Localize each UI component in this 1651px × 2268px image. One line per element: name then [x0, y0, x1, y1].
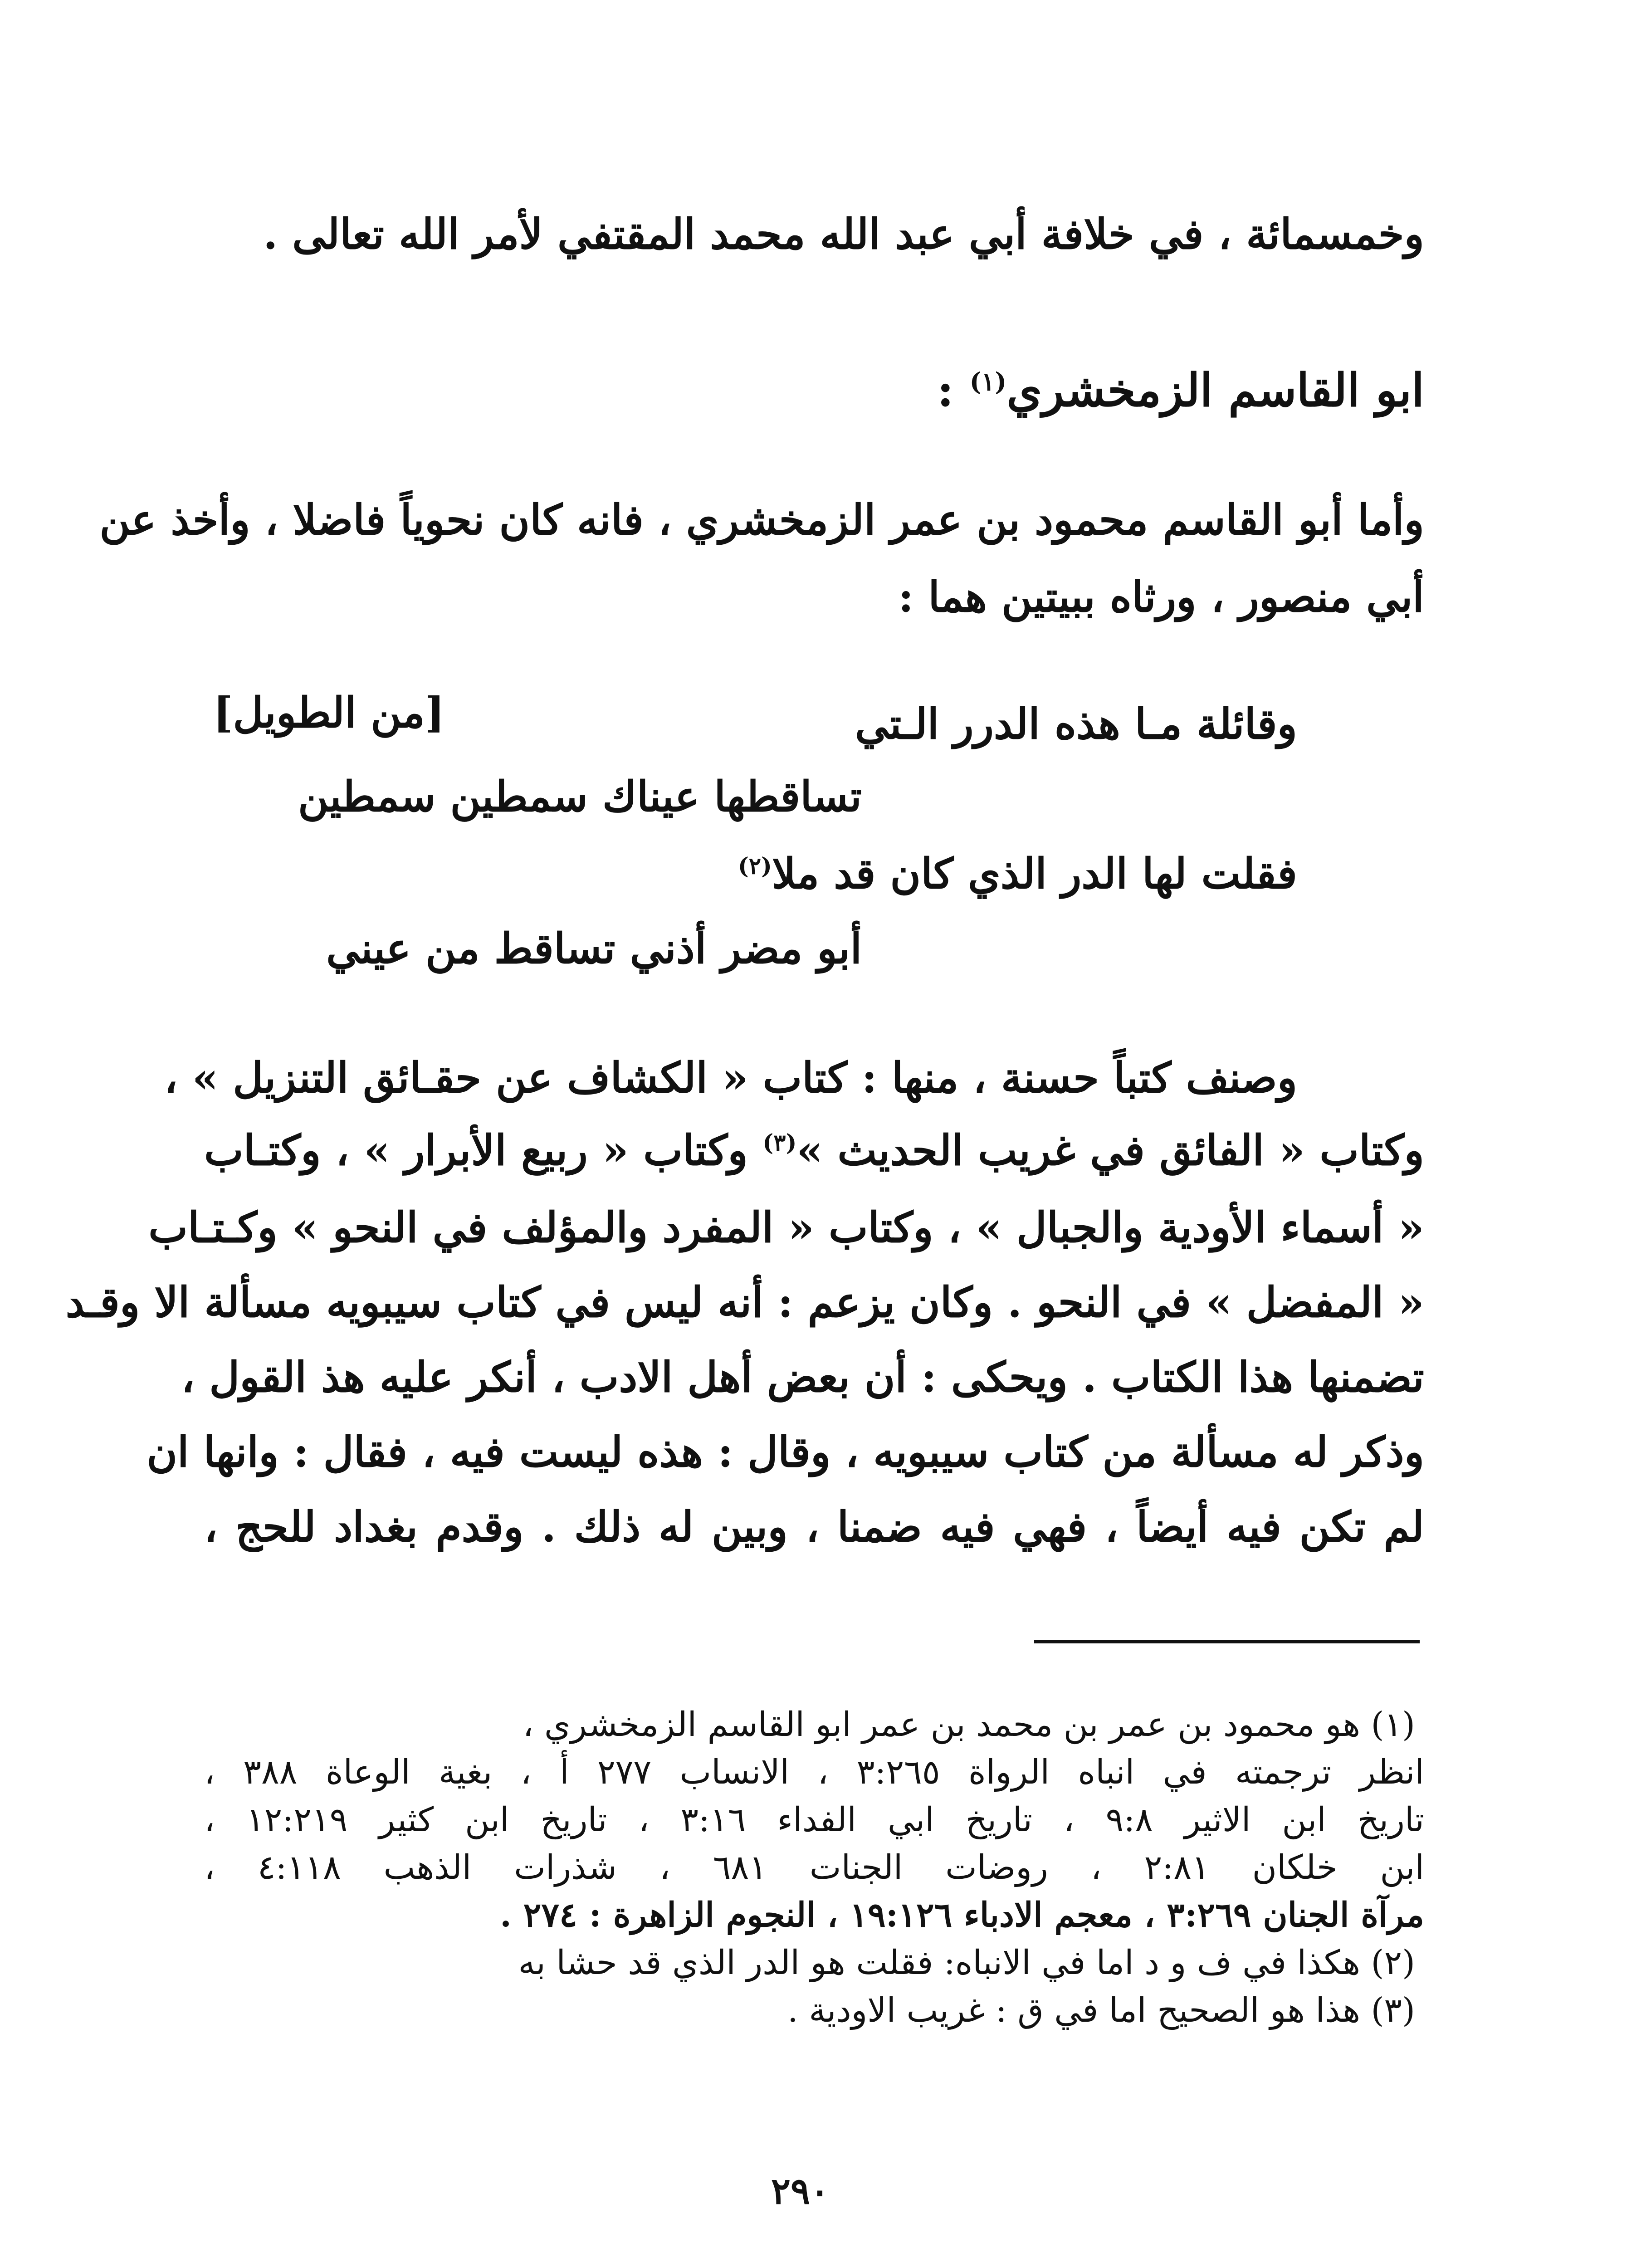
- verse-3: [738, 849, 1297, 898]
- footnote-separator: [1034, 1640, 1420, 1643]
- paragraph-2-line-3: « أسماء الأودية والجبال » ، وكتاب « المفرد والمؤلف في النحو » وكـتـاب: [148, 1203, 1424, 1252]
- heading-title: ابو القاسم الزمخشري: [1006, 363, 1424, 417]
- paragraph-2-line-7: لم تكن فيه أيضاً ، فهي فيه ضمنا ، وبين له ذلك . وقدم بغداد للحج ،: [204, 1502, 1424, 1551]
- paragraph-1-line-1: وأما أبو القاسم محمود بن عمر الزمخشري ، فانه كان نحوياً فاضلا ، وأخذ عن: [99, 495, 1424, 544]
- paragraph-2-line-6: وذكر له مسألة من كتاب سيبويه ، وقال : هذه ليست فيه ، فقال : وانها ان: [147, 1427, 1424, 1476]
- footnote-1-line-4: ابن خلكان ٢:٨١ ، روضات الجنات ٦٨١ ، شذرات الذهب ٤:١١٨ ،: [204, 1848, 1425, 1887]
- paragraph-1-line-2: أبي منصور ، ورثاه ببيتين هما :: [898, 572, 1424, 621]
- meter-label: [من الطويل]: [213, 688, 445, 737]
- footnote-ref-1: (١): [969, 367, 1007, 396]
- paragraph-2-line-4: « المفضل » في النحو . وكان يزعم : أنه ليس في كتاب سيبويه مسألة الا وقـد: [65, 1278, 1424, 1327]
- continuation-line: وخمسمائة ، في خلافة أبي عبد الله محمد المقتفي لأمر الله تعالى .: [263, 210, 1424, 259]
- paragraph-2-line-2: [204, 1126, 1424, 1175]
- footnote-ref-3: (٣): [762, 1129, 797, 1156]
- footnote-3: (٣) هذا هو الصحيح اما في ق : غريب الاودية .: [787, 1991, 1415, 2030]
- footnote-ref-2: (٢): [738, 852, 772, 880]
- verse-3-text: فقلت لها الدر الذي كان قد ملا: [772, 849, 1297, 898]
- footnote-1-line-3: تاريخ ابن الاثير ٩:٨ ، تاريخ ابي الفداء ٣:١٦ ، تاريخ ابن كثير ١٢:٢١٩ ،: [204, 1800, 1424, 1839]
- p2b-post: وكتاب « ربيع الأبرار » ، وكتـاب: [204, 1126, 763, 1175]
- page-number: ٢٩٠: [771, 2170, 830, 2212]
- footnote-1-line-5: مرآة الجنان ٣:٢٦٩ ، معجم الادباء ١٩:١٢٦ ، النجوم الزاهرة : ٢٧٤ .: [500, 1896, 1424, 1935]
- paragraph-2-line-1: وصنف كتباً حسنة ، منها : كتاب « الكشاف عن حقـائق التنزيل » ،: [164, 1053, 1297, 1102]
- paragraph-2-line-5: تضمنها هذا الكتاب . ويحكى : أن بعض أهل الادب ، أنكر عليه هذ القول ،: [181, 1353, 1424, 1402]
- footnote-1-line-2: انظر ترجمته في انباه الرواة ٣:٢٦٥ ، الانساب ٢٧٧ أ ، بغية الوعاة ٣٨٨ ،: [204, 1753, 1424, 1792]
- verse-4: أبو مضر أذني تساقط من عيني: [326, 924, 862, 973]
- section-heading: [937, 363, 1424, 417]
- p2b-pre: وكتاب « الفائق في غريب الحديث »: [796, 1126, 1424, 1175]
- footnote-2: (٢) هكذا في ف و د اما في الانباه: فقلت هو الدر الذي قد حشا به: [518, 1943, 1415, 1982]
- verse-1: وقائلة مـا هذه الدرر الـتي: [855, 699, 1297, 748]
- verse-2: تساقطها عيناك سمطين سمطين: [298, 772, 862, 821]
- footnote-1-line-1: (١) هو محمود بن عمر بن محمد بن عمر ابو القاسم الزمخشري ،: [523, 1705, 1415, 1744]
- heading-colon: :: [937, 363, 970, 417]
